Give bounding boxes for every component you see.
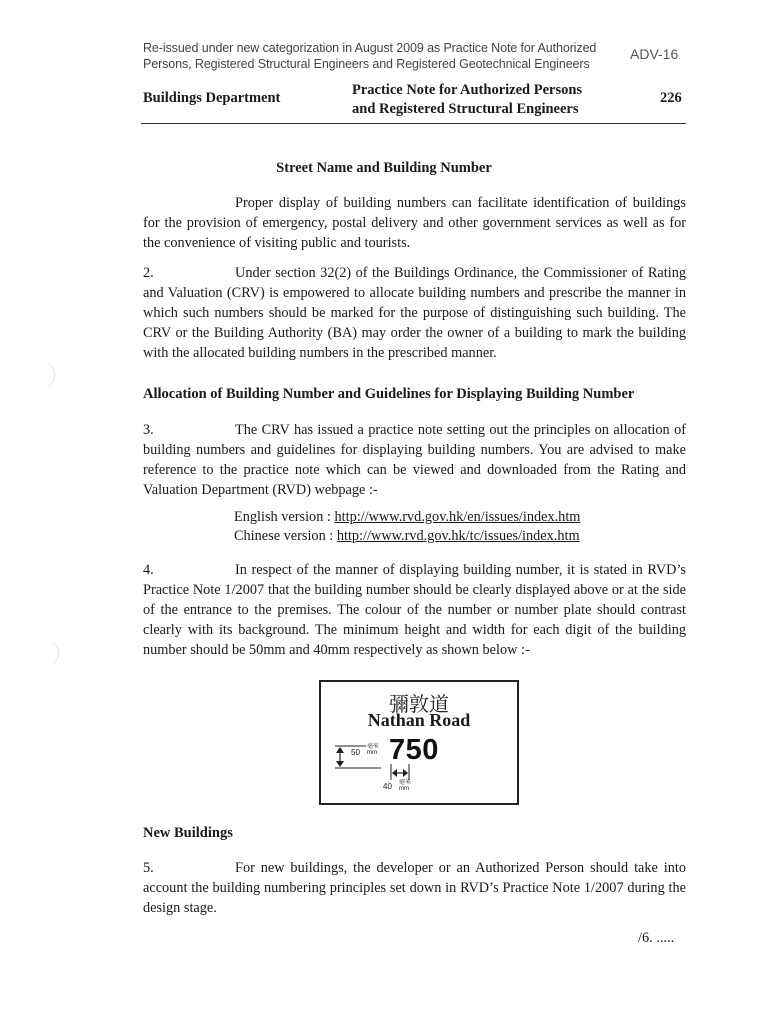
reissue-line-2: Persons, Registered Structural Engineers and Registered Geotechnical Engineers [143,57,590,71]
paragraph-1-text: Proper display of building numbers can facilitate identification of buildings for the provision of emergency, postal delivery and other government services as well as for the convenience of visiting public and tourists. [143,195,686,251]
punch-hole-mark [40,362,55,388]
building-number-sign-diagram [319,680,519,805]
paragraph-5 [143,858,686,918]
paragraph-2-text: Under section 32(2) of the Buildings Ordinance, the Commissioner of Rating and Valuation (CRV) is empowered to allocate building numbers and prescribe the manner in which such numbers should be marked for the purpose of distinguishing such building. The CRV or the Building Authority (BA) may order the owner of a building to mark the building with the allocated building numbers in the prescribed manner. [143,265,686,361]
page-title: Street Name and Building Number [276,160,492,176]
practice-note-title [352,81,582,119]
height-arrow-up [336,747,344,753]
english-version-link[interactable]: http://www.rvd.gov.hk/en/issues/index.htm [334,509,581,525]
paragraph-3-number: 3. [143,422,154,438]
paragraph-4-number: 4. [143,562,154,578]
width-unit-english: mm [399,786,409,792]
sign-building-number: 750 [389,734,439,766]
section-heading-new-buildings: New Buildings [143,825,233,841]
english-version-line [234,508,580,527]
chinese-version-line [234,527,580,546]
width-unit-chinese: 毫米 [399,780,412,786]
document-code: ADV-16 [630,46,679,62]
header-divider [141,123,686,124]
width-arrow-right [403,769,408,777]
sign-chinese-street-name: 彌敦道 [389,692,449,716]
paragraph-3-text: The CRV has issued a practice note setting out the principles on allocation of building numbers and guidelines for displaying building numbers. You are advised to make reference to the practice note which can be viewed and downloaded from the Rating and Valuation Department (RVD) webpage :- [143,422,686,498]
practice-note-title-line-1: Practice Note for Authorized Persons [352,82,583,98]
paragraph-5-text: For new buildings, the developer or an Authorized Person should take into account the building numbering principles set down in RVD’s Practice Note 1/2007 during the design stage. [143,860,686,916]
paragraph-4-text: In respect of the manner of displaying building number, it is stated in RVD’s Practice Note 1/2007 that the building number should be clearly displayed above or at the side of the entrance to the premises. The colour of the number or number plate should contrast clearly with its background. The minimum height and width for each digit of the building number should be 50mm and 40mm respectively as shown below :- [143,562,686,658]
rvd-links [234,508,580,546]
english-version-label: English version : [234,509,335,525]
paragraph-2-number: 2. [143,265,154,281]
sign-english-street-name: Nathan Road [367,710,471,730]
paragraph-2 [143,263,686,363]
height-unit-chinese: 毫米 [367,744,380,750]
height-arrow-down [336,761,344,767]
chinese-version-link[interactable]: http://www.rvd.gov.hk/tc/issues/index.htm [336,528,580,544]
chinese-version-label: Chinese version : [234,528,337,544]
paragraph-4 [143,560,686,660]
reissue-note [143,40,633,72]
width-dimension-unit [399,780,411,792]
height-dimension-unit [367,744,379,756]
paragraph-3 [143,420,686,500]
section-heading-allocation: Allocation of Building Number and Guidelines for Displaying Building Number [143,386,635,402]
width-dimension-value: 40 [383,782,392,791]
paragraph-5-number: 5. [143,860,154,876]
page-continuation: /6. ..... [638,930,675,946]
height-unit-english: mm [367,750,377,756]
department-name: Buildings Department [143,90,281,106]
practice-note-number: 226 [660,90,682,106]
height-dimension-value: 50 [351,748,360,757]
width-arrow-left [392,769,397,777]
practice-note-title-line-2: and Registered Structural Engineers [352,101,579,117]
punch-hole-mark [44,640,59,666]
reissue-line-1: Re-issued under new categorization in August 2009 as Practice Note for Authorized [143,41,597,55]
paragraph-1 [143,193,686,253]
